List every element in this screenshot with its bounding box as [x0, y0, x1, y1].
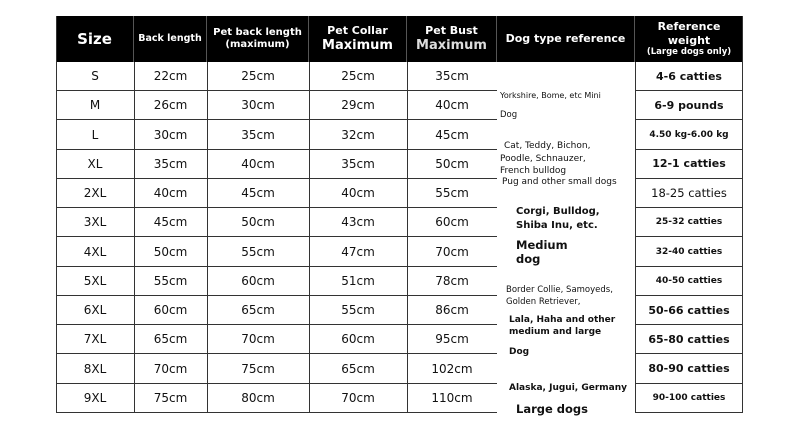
table-row	[56, 384, 743, 413]
cell-back: 65cm	[153, 332, 188, 347]
cell-back: 30cm	[153, 127, 188, 142]
cell-max-back: 25cm	[241, 69, 275, 83]
cell-bust: 60cm	[435, 215, 469, 230]
dog-type-xlarge-1: Alaska, Jugui, Germany	[509, 383, 627, 393]
cell-weight: 40-50 catties	[655, 275, 723, 286]
header-size: Size	[56, 16, 134, 62]
table-row	[56, 355, 743, 384]
header-dog-type: Dog type reference	[497, 16, 635, 62]
header-reference-weight: Reference weight (Large dogs only)	[646, 19, 732, 58]
cell-weight: 4-6 catties	[656, 69, 722, 83]
cell-max-back: 50cm	[241, 215, 275, 230]
cell-weight: 80-90 catties	[648, 362, 730, 375]
cell-bust: 95cm	[435, 332, 469, 347]
cell-back: 35cm	[153, 156, 188, 171]
table-row	[56, 62, 743, 91]
cell-bust: 35cm	[435, 69, 469, 83]
cell-bust: 78cm	[435, 273, 469, 288]
cell-size: L	[91, 127, 99, 142]
cell-collar: 70cm	[341, 390, 375, 405]
cell-collar: 55cm	[341, 303, 375, 317]
dog-type-large-3: Lala, Haha and other	[509, 315, 616, 325]
cell-collar: 32cm	[341, 127, 375, 142]
cell-back: 22cm	[153, 69, 188, 83]
cell-bust: 45cm	[435, 127, 469, 142]
cell-collar: 51cm	[341, 273, 375, 288]
cell-back: 26cm	[153, 98, 188, 113]
column-divider	[407, 62, 408, 413]
cell-max-back: 40cm	[241, 156, 275, 171]
cell-bust: 86cm	[435, 303, 469, 317]
column-divider	[134, 62, 135, 413]
dog-type-medium-1: Corgi, Bulldog,	[516, 206, 600, 217]
cell-weight: 65-80 catties	[648, 332, 730, 346]
table-row	[56, 121, 743, 150]
cell-collar: 47cm	[341, 244, 375, 259]
table-row	[56, 325, 743, 354]
cell-weight: 18-25 catties	[651, 186, 727, 200]
cell-back: 55cm	[153, 273, 188, 288]
cell-collar: 43cm	[341, 215, 375, 230]
header-back-length: Back length	[134, 16, 207, 62]
cell-back: 70cm	[153, 361, 188, 376]
cell-collar: 29cm	[341, 98, 375, 113]
dog-type-large-2: Golden Retriever,	[506, 297, 581, 307]
cell-max-back: 75cm	[241, 361, 275, 376]
dog-type-large-1: Border Collie, Samoyeds,	[506, 285, 613, 295]
table-row	[56, 267, 743, 296]
cell-size: 2XL	[83, 186, 107, 200]
column-divider	[635, 62, 636, 413]
table-row	[56, 150, 743, 179]
cell-back: 75cm	[153, 390, 188, 405]
table-row	[56, 296, 743, 325]
cell-size: S	[91, 69, 99, 83]
cell-size: 8XL	[83, 361, 107, 376]
cell-size: 5XL	[83, 273, 107, 288]
cell-weight: 12-1 catties	[652, 157, 726, 171]
cell-collar: 40cm	[341, 186, 375, 200]
table-border-left	[56, 16, 57, 413]
cell-max-back: 45cm	[241, 186, 275, 200]
dog-type-small-2: Poodle, Schnauzer,	[500, 154, 586, 164]
dog-type-column	[497, 62, 635, 416]
cell-size: 9XL	[83, 390, 107, 405]
cell-bust: 40cm	[435, 98, 469, 113]
cell-max-back: 55cm	[241, 244, 275, 259]
cell-max-back: 80cm	[241, 390, 275, 405]
cell-size: 4XL	[83, 244, 107, 259]
cell-max-back: 35cm	[241, 127, 275, 142]
table-border-right	[742, 16, 743, 413]
table-row	[56, 91, 743, 120]
column-divider	[207, 62, 208, 413]
dog-type-large-5: Dog	[509, 347, 530, 357]
dog-type-mini: Yorkshire, Bome, etc Mini	[500, 91, 601, 100]
cell-bust: 50cm	[435, 156, 469, 171]
cell-bust: 70cm	[435, 244, 469, 259]
cell-weight: 90-100 catties	[652, 392, 726, 403]
dog-type-medium-2: Shiba Inu, etc.	[516, 220, 598, 231]
header-pet-collar: Pet Collar Maximum	[309, 16, 407, 62]
header-pet-back-length: Pet back length (maximum)	[207, 16, 309, 62]
dog-type-small-3: French bulldog	[500, 166, 567, 176]
cell-max-back: 30cm	[241, 98, 275, 113]
cell-back: 60cm	[153, 303, 188, 317]
cell-size: 7XL	[83, 332, 107, 347]
cell-collar: 35cm	[341, 156, 375, 171]
table-row	[56, 238, 743, 267]
cell-weight: 50-66 catties	[648, 303, 730, 317]
cell-weight: 4.50 kg-6.00 kg	[649, 129, 729, 140]
header-pet-bust: Pet Bust Maximum	[407, 16, 497, 62]
cell-bust: 102cm	[431, 361, 473, 376]
cell-max-back: 60cm	[241, 273, 275, 288]
cell-size: 3XL	[83, 215, 107, 230]
cell-bust: 110cm	[431, 390, 473, 405]
cell-bust: 55cm	[435, 186, 469, 200]
size-chart-table	[56, 16, 743, 416]
cell-size: XL	[87, 156, 103, 171]
cell-back: 40cm	[153, 186, 188, 200]
dog-type-medium-3: Medium	[516, 238, 568, 252]
cell-weight: 25-32 catties	[655, 217, 723, 228]
cell-size: M	[89, 98, 101, 113]
dog-type-small-4: Pug and other small dogs	[502, 177, 617, 187]
table-row	[56, 179, 743, 208]
cell-collar: 25cm	[341, 69, 375, 83]
dog-type-small-1: Cat, Teddy, Bichon,	[504, 141, 591, 151]
table-header	[56, 16, 743, 62]
dog-type-dog: Dog	[500, 110, 518, 120]
cell-back: 45cm	[153, 215, 188, 230]
dog-type-xlarge-2: Large dogs	[516, 402, 589, 416]
cell-collar: 60cm	[341, 332, 375, 347]
column-divider	[309, 62, 310, 413]
table-row	[56, 208, 743, 237]
cell-weight: 6-9 pounds	[654, 98, 724, 112]
dog-type-large-4: medium and large	[509, 327, 602, 337]
dog-type-medium-4: dog	[516, 252, 541, 266]
cell-weight: 32-40 catties	[655, 246, 723, 257]
cell-max-back: 70cm	[241, 332, 275, 347]
cell-max-back: 65cm	[241, 303, 275, 317]
cell-size: 6XL	[83, 303, 107, 317]
cell-collar: 65cm	[341, 361, 375, 376]
cell-back: 50cm	[153, 244, 188, 259]
